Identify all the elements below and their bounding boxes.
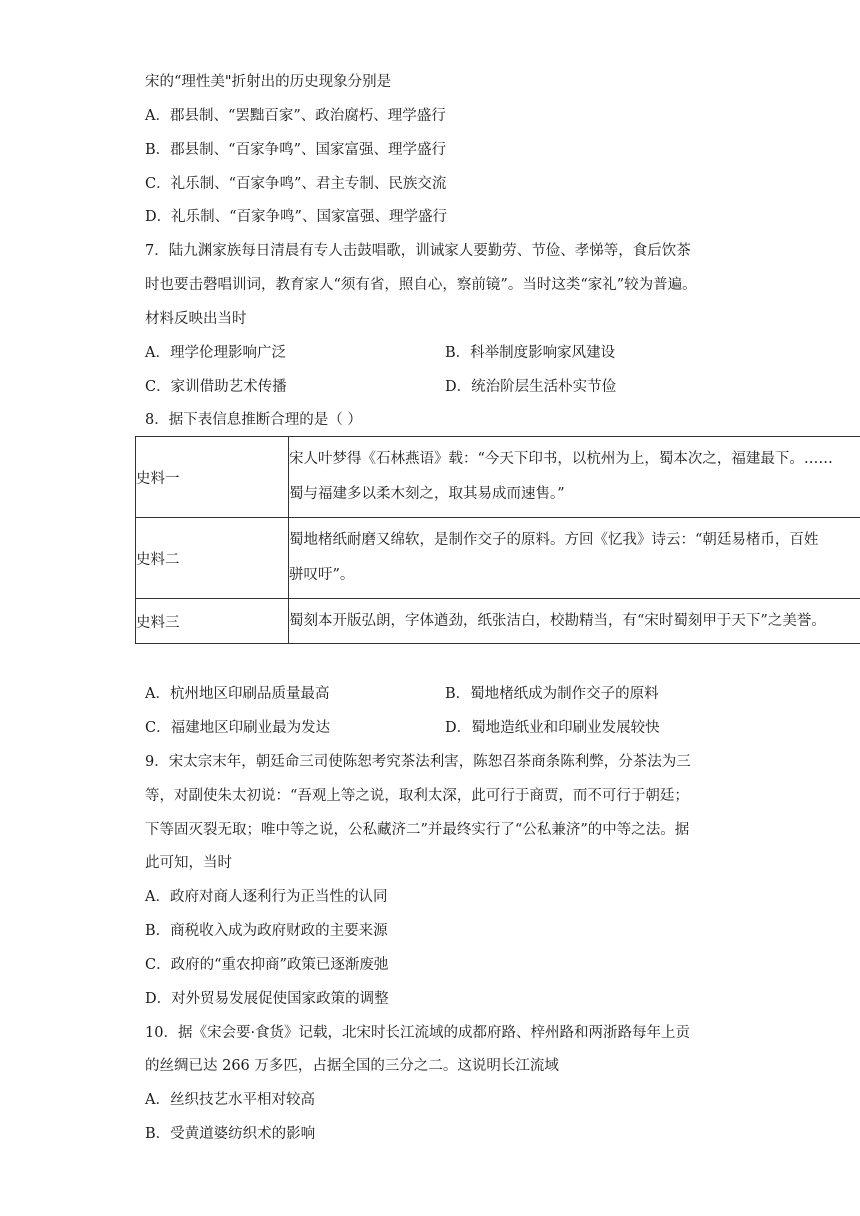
q10-stem-line-1: 10．据《宋会要·食货》记载，北宋时长江流域的成都府路、梓州路和两浙路每年上贡 [145,1025,691,1041]
table-content-line: 蜀地楮纸耐磨又绵软，是制作交子的原料。方回《忆我》诗云：“朝廷易楮币，百姓 [289,532,819,548]
q7-stem-line-2: 时也要击磬唱训词，教育家人“须有省，照自心，察前镜”。当时这类“家礼”较为普遍。 [145,277,697,293]
table-row-label: 史料三 [136,599,289,644]
q6-option-a: A．郡县制、“罢黜百家”、政治腐朽、理学盛行 [145,108,446,124]
q8-source-table [135,436,860,644]
q6-option-c: C．礼乐制、“百家争鸣”、君主专制、民族交流 [145,176,447,192]
q8-option-c: C．福建地区印刷业最为发达 [145,720,331,736]
q7-option-b: B．科举制度影响家风建设 [445,345,616,361]
q10-option-a: A．丝织技艺水平相对较高 [145,1092,315,1108]
q9-stem-line-1: 9．宋太宗末年，朝廷命三司使陈恕考究茶法利害，陈恕召茶商条陈利弊，分茶法为三 [145,754,691,770]
table-row-content [289,518,860,599]
q9-option-b: B．商税收入成为政府财政的主要来源 [145,923,388,939]
table-content-line: 骈叹吁”。 [289,567,355,583]
q9-option-a: A．政府对商人逐利行为正当性的认同 [145,889,388,905]
q8-option-d: D．蜀地造纸业和印刷业发展较快 [445,720,660,736]
table-row-label: 史料一 [136,437,289,518]
table-row-content [289,437,860,518]
table-row-content [289,599,860,644]
q9-option-c: C．政府的“重农抑商”政策已逐渐废弛 [145,957,389,973]
q8-option-a: A．杭州地区印刷品质量最高 [145,686,330,702]
q9-option-d: D．对外贸易发展促使国家政策的调整 [145,991,389,1007]
q9-stem-line-2: 等，对副使朱太初说：“吾观上等之说，取利太深，此可行于商贾，而不可行于朝廷； [145,788,689,804]
table-row [136,599,860,644]
q10-stem-line-2: 的丝绸已达 266 万多匹，占据全国的三分之二。这说明长江流域 [145,1058,559,1074]
table-row [136,437,860,518]
table-content-line: 蜀与福建多以柔木刻之，取其易成而速售。” [289,486,565,502]
q10-option-b: B．受黄道婆纺织术的影响 [145,1126,316,1142]
q7-option-d: D．统治阶层生活朴实节俭 [445,379,617,395]
q7-option-a: A．理学伦理影响广泛 [145,345,286,361]
q6-option-b: B．郡县制、“百家争鸣”、国家富强、理学盛行 [145,142,446,158]
q7-option-c: C．家训借助艺术传播 [145,379,287,395]
q7-stem-line-3: 材料反映出当时 [145,311,247,327]
q9-stem-line-3: 下等固灭裂无取；唯中等之说，公私藏济二”并最终实行了“公私兼济”的中等之法。据 [145,822,690,838]
table-content-line: 宋人叶梦得《石林燕语》载：“今天下印书，以杭州为上，蜀本次之，福建最下。…… [289,451,833,467]
q6-stem-tail: 宋的“理性美"折射出的历史现象分别是 [145,74,392,90]
table-content-line: 蜀刻本开版弘朗，字体遒劲，纸张洁白，校勘精当，有“宋时蜀刻甲于天下”之美誉。 [289,612,826,629]
q9-stem-line-4: 此可知，当时 [145,855,232,871]
table-row [136,518,860,599]
q8-stem: 8．据下表信息推断合理的是（ ） [145,412,362,428]
q7-stem-line-1: 7．陆九渊家族每日清晨有专人击鼓唱歌，训诫家人要勤劳、节俭、孝悌等，食后饮茶 [145,243,691,259]
q6-option-d: D．礼乐制、“百家争鸣”、国家富强、理学盛行 [145,209,447,225]
q8-option-b: B．蜀地楮纸成为制作交子的原料 [445,686,659,702]
table-row-label: 史料二 [136,518,289,599]
